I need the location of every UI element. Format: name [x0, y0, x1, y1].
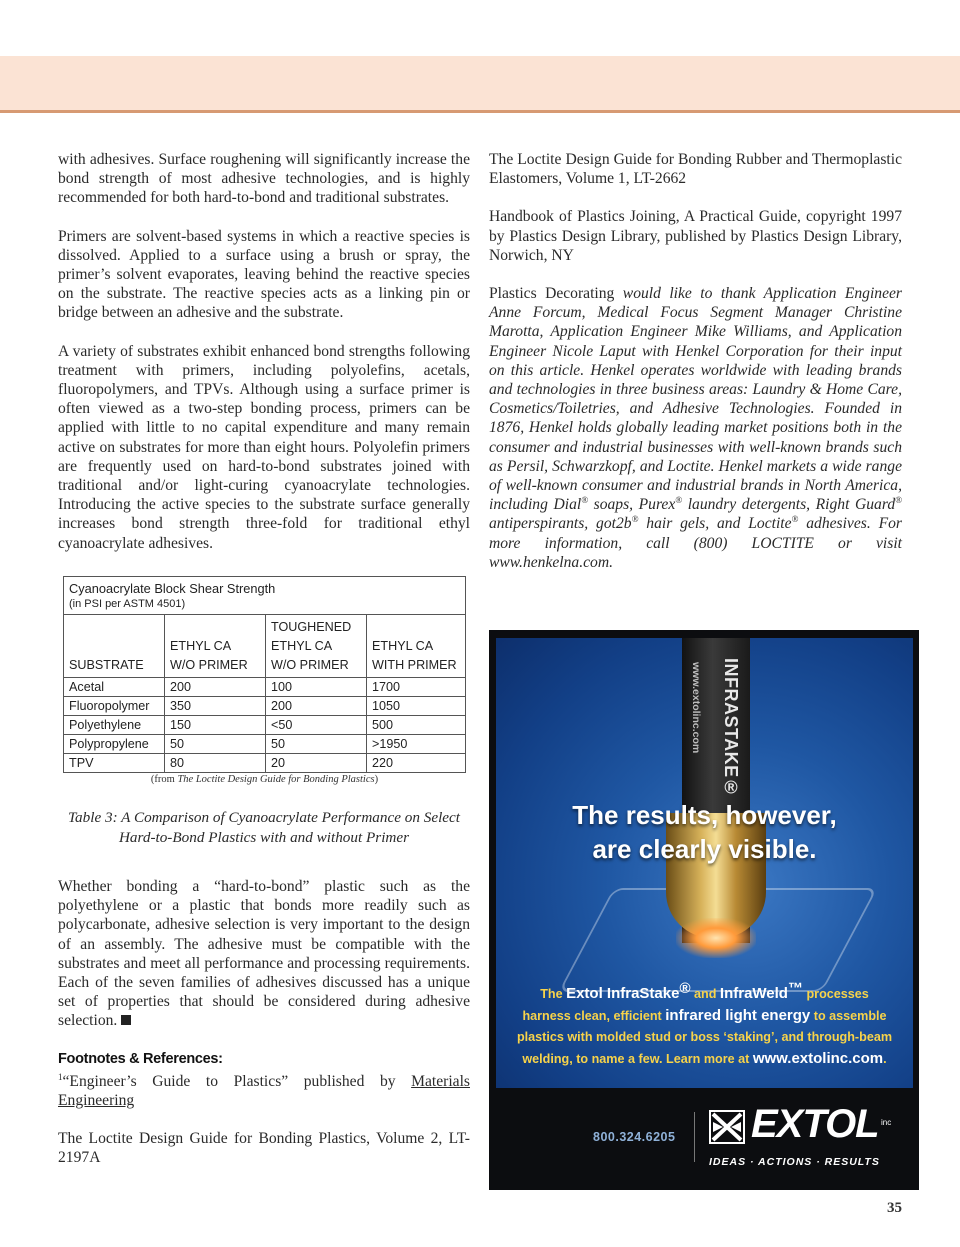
- acknowledgement: Plastics Decorating would like to thank Application Engineer Anne Forcum, Medical Focus Segment Manager Christine Marotta, Application Engineer Mike Williams, and Application Engineer Nicole Laput with Henkel Corporation for their input on this article. Henkel operates worldwide with leading brands and technologies in three business areas: Laundry & Home Care, Cosmetics/Toiletries, and Adhesive Technologies. Founded in 1876, Henkel holds globally leading market positions both in the consumer and industrial businesses with well-known brands such as Persil, Schwarzkopf, and Loctite. Henkel markets a wide range of well-known consumer and industrial brands in North America, including Dial® soaps, Purex® laundry detergents, Right Guard® antiperspirants, got2b® hair gels, and Loctite® adhesives. For more information, call (800) LOCTITE or visit www.henkelna.com.: [489, 285, 902, 571]
- cell-substrate: Acetal: [64, 678, 165, 697]
- cell-ethyl: 200: [165, 678, 266, 697]
- cell-toughened: 200: [266, 697, 367, 716]
- ad-vertical-url: www.extolinc.com: [690, 662, 702, 754]
- footnote-link: Materials Engineering: [58, 1072, 470, 1110]
- ad-divider: [694, 1112, 695, 1162]
- reference-loctite-plastics: The Loctite Design Guide for Bonding Plastics, Volume 2, LT-2197A: [58, 1130, 470, 1167]
- body-paragraph: A variety of substrates exhibit enhanced bond strengths following treatment with primers, including polyolefins, acetals, fluoropolymers, and TPVs. Although using a surface primer is often viewed as a two-step bonding process, primers can be applied with little to no capital expenditure and many remain active on substrates for more than eight hours. Polyolefin primers are frequently used on hard-to-bond substrates joined with traditional and/or light-curing cyanoacrylate technologies. Introducing the active species to the substrate surface generally increases bond strength three-fold for traditional ethyl cyanoacrylate adhesives.: [58, 342, 470, 552]
- table-title: Cyanoacrylate Block Shear Strength: [64, 577, 466, 599]
- cell-toughened: 100: [266, 678, 367, 697]
- left-column: [58, 150, 470, 572]
- cell-primer: 1700: [367, 678, 466, 697]
- cell-toughened: 50: [266, 735, 367, 754]
- body-paragraph: Primers are solvent-based systems in which a reactive species is dissolved. Applied to a surface using a brush or spray, the primer’s solvent evaporates, leaving behind the reactive species on the substrate. The reactive species acts as a linking pin or bridge between an adhesive and the substrate.: [58, 227, 470, 322]
- cell-primer: 500: [367, 716, 466, 735]
- cell-ethyl: 80: [165, 754, 266, 773]
- extol-wordmark: EXTOL: [751, 1102, 879, 1146]
- cell-toughened: 20: [266, 754, 367, 773]
- infrared-glow: [676, 918, 756, 958]
- table-subtitle: (in PSI per ASTM 4501): [64, 598, 466, 615]
- cell-substrate: Polypropylene: [64, 735, 165, 754]
- body-paragraph: with adhesives. Surface roughening will significantly increase the bond strength of most adhesive technologies, and is highly recommended for both hard-to-bond and traditional substrates.: [58, 151, 470, 207]
- ad-headline: The results, however, are clearly visible.: [572, 800, 837, 864]
- reference-handbook: Handbook of Plastics Joining, A Practical Guide, copyright 1997 by Plastics Design Library, published by Plastics Design Library, Norwich, NY: [489, 208, 902, 264]
- table-header-row: [64, 615, 466, 678]
- extol-tagline: IDEAS · ACTIONS · RESULTS: [709, 1156, 880, 1168]
- ad-phone-number: 800.324.6205: [593, 1130, 676, 1144]
- right-column: [489, 150, 902, 591]
- cyanoacrylate-table: [63, 576, 466, 785]
- ad-vertical-brand: INFRASTAKE®: [721, 658, 741, 799]
- extol-x-icon: [709, 1110, 745, 1144]
- page-number: 35: [887, 1200, 902, 1216]
- header-band: [0, 56, 960, 113]
- cell-toughened: <50: [266, 716, 367, 735]
- ad-body-copy: The Extol InfraStake® and InfraWeld™ processes harness clean, efficient infrared light energy to assemble plastics with molded stud or boss ‘staking’, and through-beam welding, to name a few. Learn more at www.extolinc.com.: [516, 979, 893, 1067]
- footnotes-heading: Footnotes & References:: [58, 1050, 223, 1067]
- footnote-1: $^1$“Engineer’s Guide to Plastics” published by Materials Engineering: [58, 1071, 470, 1110]
- cell-substrate: Polyethylene: [64, 716, 165, 735]
- header-toughened: TOUGHENED ETHYL CA W/O PRIMER: [266, 615, 367, 678]
- ad-image-panel: [496, 638, 913, 1088]
- ad-footer: [489, 1090, 919, 1190]
- header-ethyl-with-primer: ETHYL CA WITH PRIMER: [367, 615, 466, 678]
- header-substrate: SUBSTRATE: [64, 615, 165, 678]
- end-of-article-mark: [121, 1015, 131, 1025]
- left-column-lower: [58, 877, 470, 1187]
- cell-ethyl: 50: [165, 735, 266, 754]
- extol-advertisement: [489, 630, 919, 1190]
- header-ethyl-no-primer: ETHYL CA W/O PRIMER: [165, 615, 266, 678]
- cell-substrate: Fluoropolymer: [64, 697, 165, 716]
- cell-ethyl: 350: [165, 697, 266, 716]
- table-row: [64, 716, 466, 735]
- cell-primer: >1950: [367, 735, 466, 754]
- reference-loctite-rubber: The Loctite Design Guide for Bonding Rubber and Thermoplastic Elastomers, Volume 1, LT-2662: [489, 151, 902, 188]
- table-caption: Table 3: A Comparison of Cyanoacrylate Performance on Select Hard-to-Bond Plastics with and without Primer: [67, 809, 461, 846]
- table-row: [64, 754, 466, 773]
- extol-logo: [709, 1102, 899, 1168]
- shear-strength-table: [63, 576, 466, 773]
- cell-primer: 1050: [367, 697, 466, 716]
- extol-inc: inc: [881, 1118, 892, 1127]
- table-row: [64, 735, 466, 754]
- body-paragraph: Whether bonding a “hard-to-bond” plastic such as the polyethylene or a plastic that bonds more readily such as polycarbonate, adhesive selection is very important to the design of an assembly. The adhesive must be compatible with the substrates and meet all performance and processing requirements. Each of the seven families of adhesives discussed has a unique set of properties that should be considered during adhesive selection.: [58, 878, 470, 1030]
- cell-primer: 220: [367, 754, 466, 773]
- table-row: [64, 697, 466, 716]
- ad-url: www.extolinc.com: [752, 1050, 884, 1067]
- cell-ethyl: 150: [165, 716, 266, 735]
- cell-substrate: TPV: [64, 754, 165, 773]
- table-row: [64, 678, 466, 697]
- table-source: (from The Loctite Design Guide for Bonding Plastics): [150, 774, 379, 785]
